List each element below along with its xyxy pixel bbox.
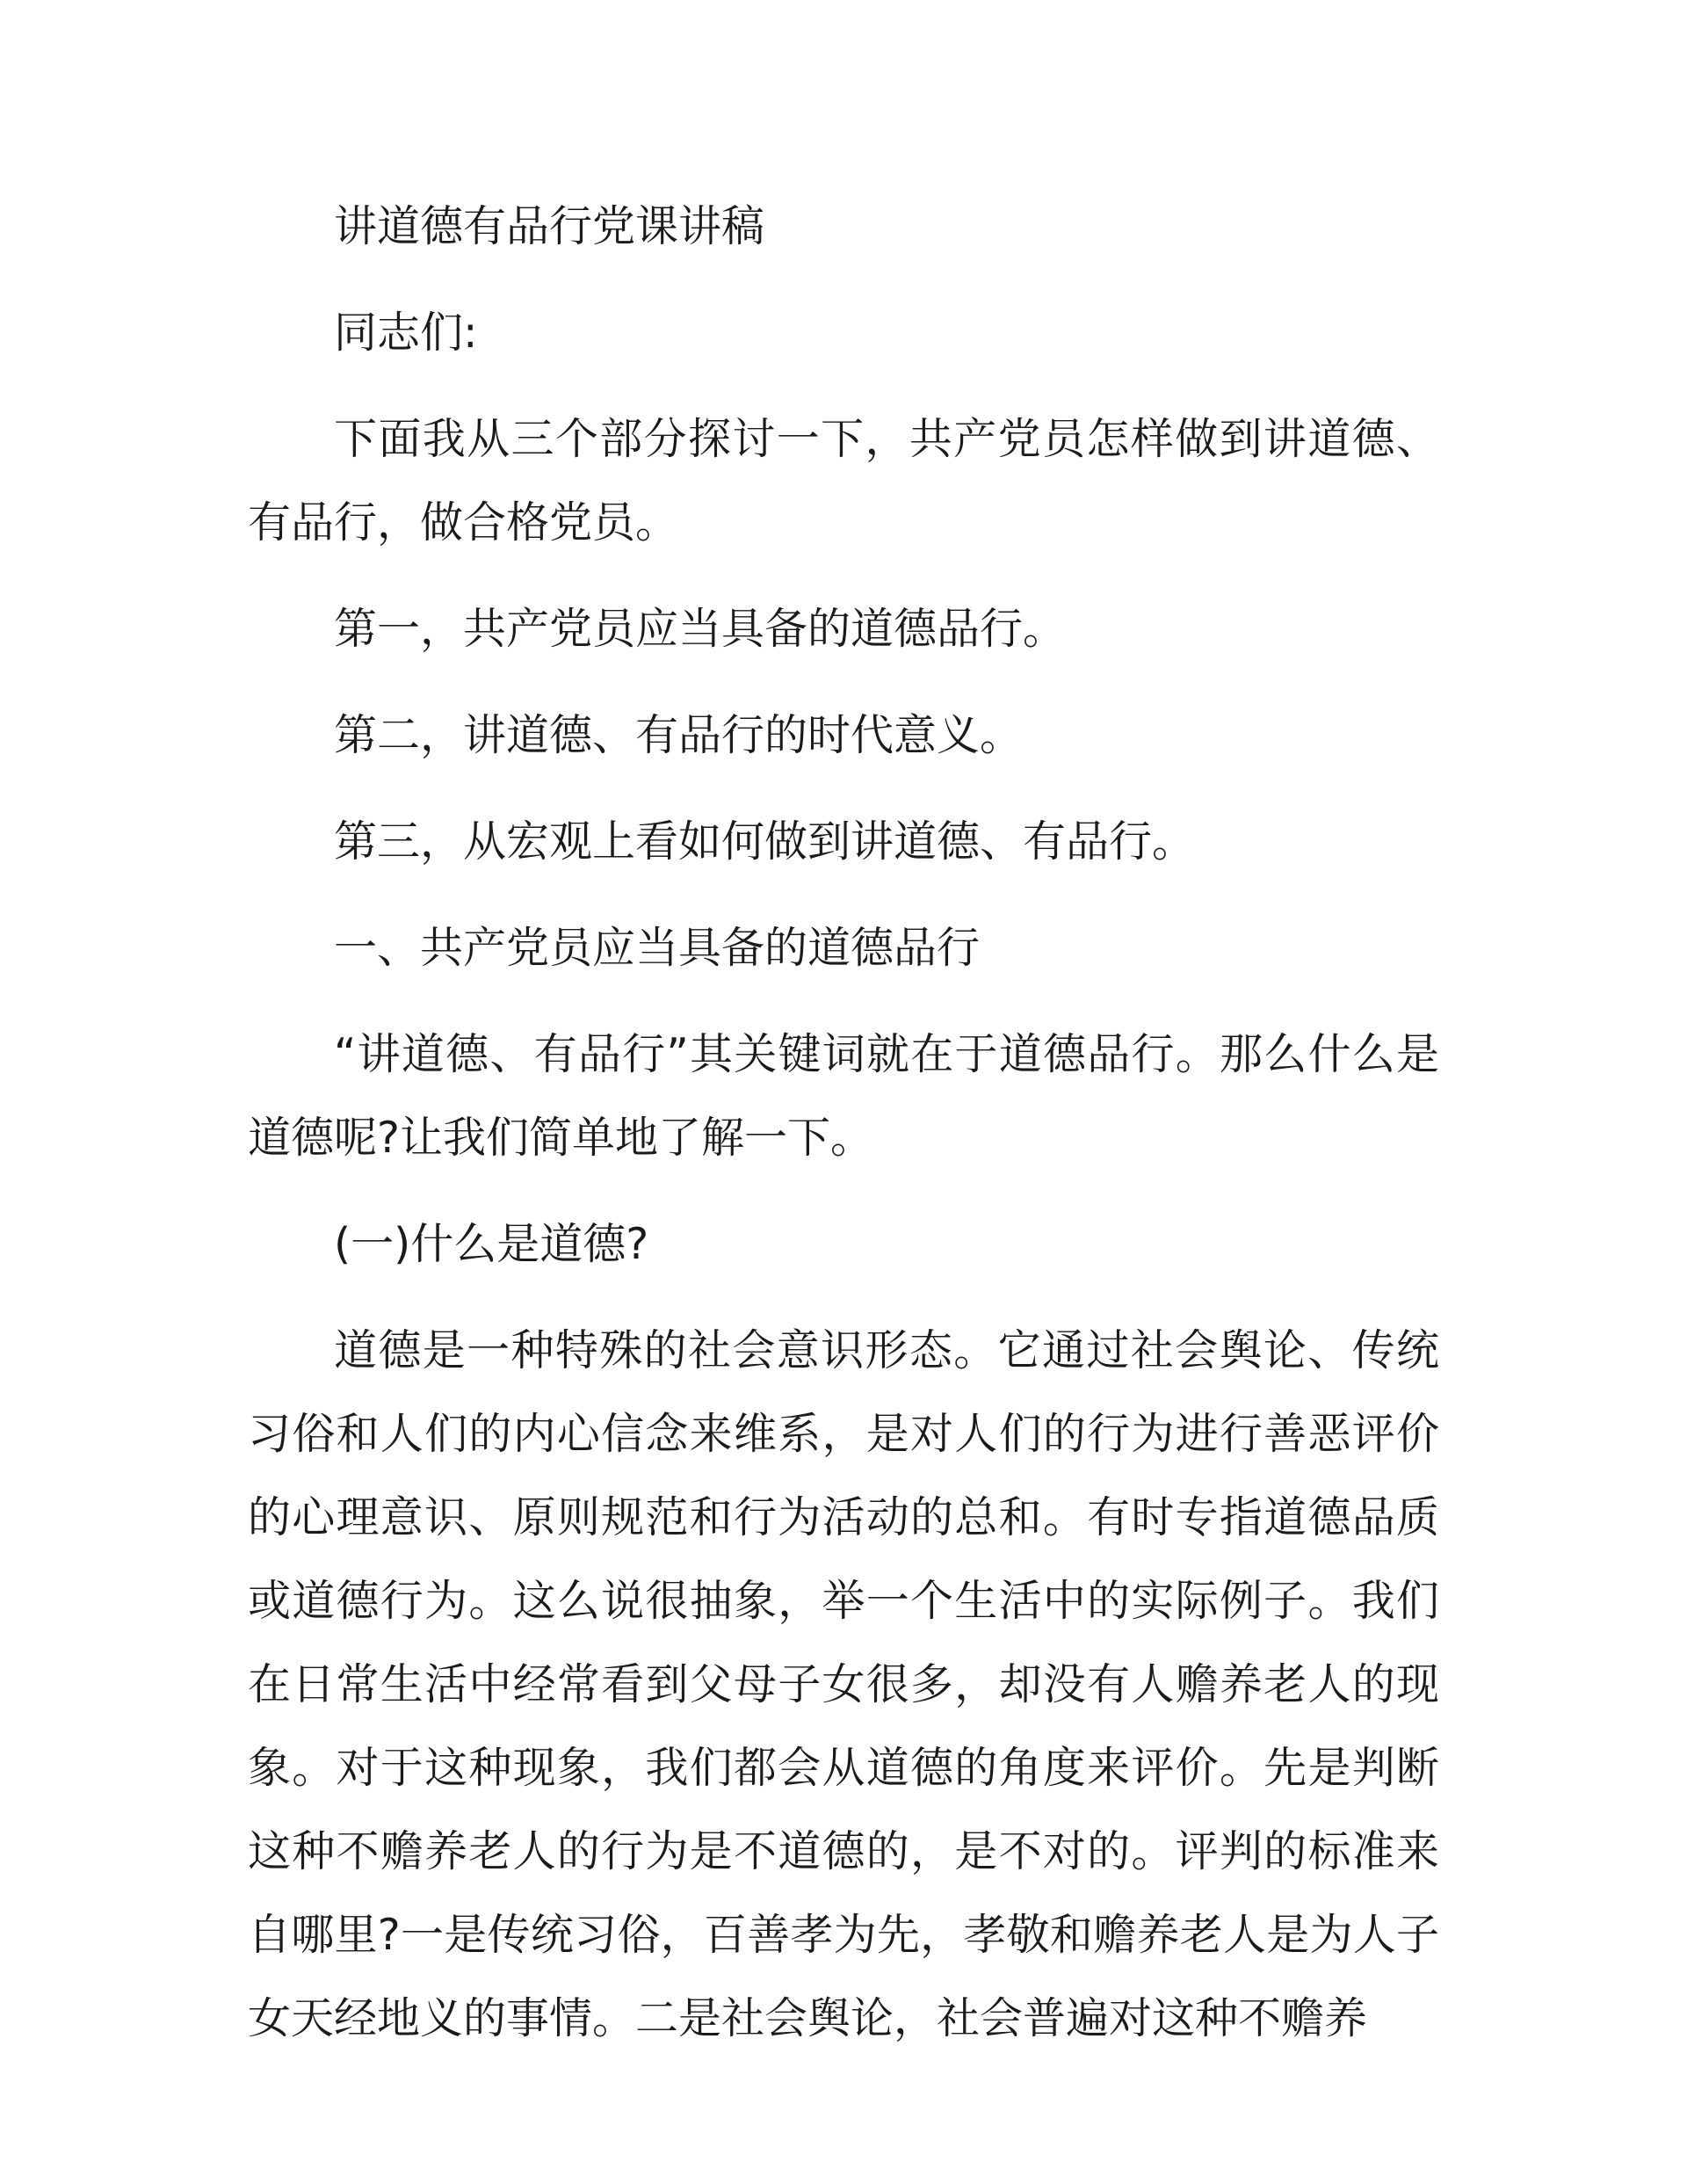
- paragraph-part-three: 第三，从宏观上看如何做到讲道德、有品行。: [334, 816, 1196, 867]
- document-body: [248, 185, 1439, 2060]
- paragraph-keyword: “讲道德、有品行”其关键词就在于道德品行。那么什么是道德呢?让我们简单地了解一下。: [248, 1029, 1439, 1163]
- salutation: 同志们:: [334, 308, 478, 358]
- document-title: 讲道德有品行党课讲稿: [334, 201, 765, 251]
- paragraph-morality-definition: 道德是一种特殊的社会意识形态。它通过社会舆论、传统习俗和人们的内心信念来维系，是对人们的行为进行善恶评价的心理意识、原则规范和行为活动的总和。有时专指道德品质或道德行为。这么说很抽象，举一个生活中的实际例子。我们在日常生活中经常看到父母子女很多，却没有人赡养老人的现象。对于这种现象，我们都会从道德的角度来评价。先是判断这种不赡养老人的行为是不道德的，是不对的。评判的标准来自哪里?一是传统习俗，百善孝为先，孝敬和赡养老人是为人子女天经地义的事情。二是社会舆论，社会普遍对这种不赡养: [248, 1325, 1439, 2043]
- paragraph-part-one: 第一，共产党员应当具备的道德品行。: [334, 604, 1067, 654]
- paragraph-part-two: 第二，讲道德、有品行的时代意义。: [334, 710, 1024, 760]
- paragraph-intro: 下面我从三个部分探讨一下，共产党员怎样做到讲道德、有品行，做合格党员。: [248, 414, 1439, 548]
- subsection-heading-one: (一)什么是道德?: [334, 1219, 649, 1269]
- section-heading-one: 一、共产党员应当具备的道德品行: [334, 923, 981, 973]
